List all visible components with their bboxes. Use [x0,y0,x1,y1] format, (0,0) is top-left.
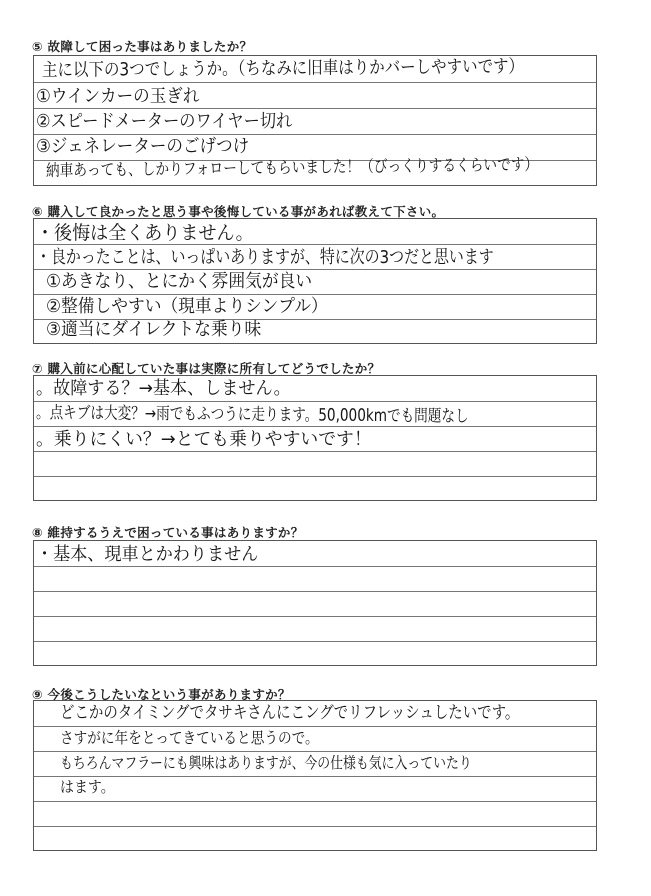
answer-text-9-2: さすがに年をとってきていると思うので。 [60,729,319,747]
answer-text-8-1: ・基本、現車とかわりません [36,544,259,565]
answer-line [34,616,596,617]
answer-text-5-3: ②スピードメーターのワイヤー切れ [36,111,293,132]
answer-line [34,82,596,83]
answer-text-6-2: ・良かったことは、いっぱいありますが、特に次の3つだと思います [36,247,494,268]
answer-text-9-4: はます。 [60,778,115,796]
answer-line [34,244,596,245]
answer-line [34,451,596,452]
answer-text-6-4: ②整備しやすい（現車よりシンプル） [46,296,328,317]
answer-text-5-5: 納車あっても、しかりフォローしてもらいました！（びっくりするくらいです） [45,154,539,180]
answer-text-5-2: ①ウインカーの玉ぎれ [36,86,200,107]
answer-line [34,566,596,567]
answer-line [34,476,596,477]
answer-text-7-1: 。故障する？→基本、しません。 [36,378,291,399]
question-6-title: ⑥ 購入して良かったと思う事や後悔している事があれば教えて下さい。 [32,204,445,219]
answer-text-9-1: どこかのタイミングでタサキさんにこングでリフレッシュしたいです。 [60,703,520,723]
answer-text-6-3: ①あきなり、とにかく雰囲気が良い [46,271,313,292]
answer-line [34,826,596,827]
answer-line [34,776,596,777]
answer-text-5-4: ③ジェネレーターのごげつけ [36,136,250,157]
question-5-title: ⑤ 故障して困った事はありましたか？ [32,39,253,54]
answer-line [34,401,596,402]
answer-text-7-2: 。点キブは大変？→雨でもふつうに走ります。50,000kmでも問題なし [35,403,469,427]
question-8-title: ⑧ 維持するうえで困っている事はありますか？ [32,525,304,540]
answer-text-5-1: 主に以下の3つでしょうか。（ちなみに旧車はりかバーしやすいです） [41,56,525,81]
answer-line [34,801,596,802]
answer-line [34,591,596,592]
answer-text-6-5: ③適当にダイレクトな乗り味 [46,319,262,340]
answer-text-7-3: 。乗りにくい？→とても乗りやすいです！ [36,429,372,450]
answer-line [34,108,596,109]
answer-line [34,294,596,295]
answer-line [34,134,596,135]
answer-line [34,426,596,427]
answer-text-6-1: ・後悔は全くありません。 [36,222,254,244]
question-9-title: ⑨ 今後こうしたいなという事がありますか？ [32,687,291,702]
question-7-title: ⑦ 購入前に心配していた事は実際に所有してどうでしたか？ [32,361,381,376]
answer-text-9-3: もちろんマフラーにも興味はありますが、今の仕様も気に入っていたり [60,754,472,772]
answer-line [34,269,596,270]
answer-line [34,641,596,642]
answer-line [34,726,596,727]
answer-line [34,751,596,752]
